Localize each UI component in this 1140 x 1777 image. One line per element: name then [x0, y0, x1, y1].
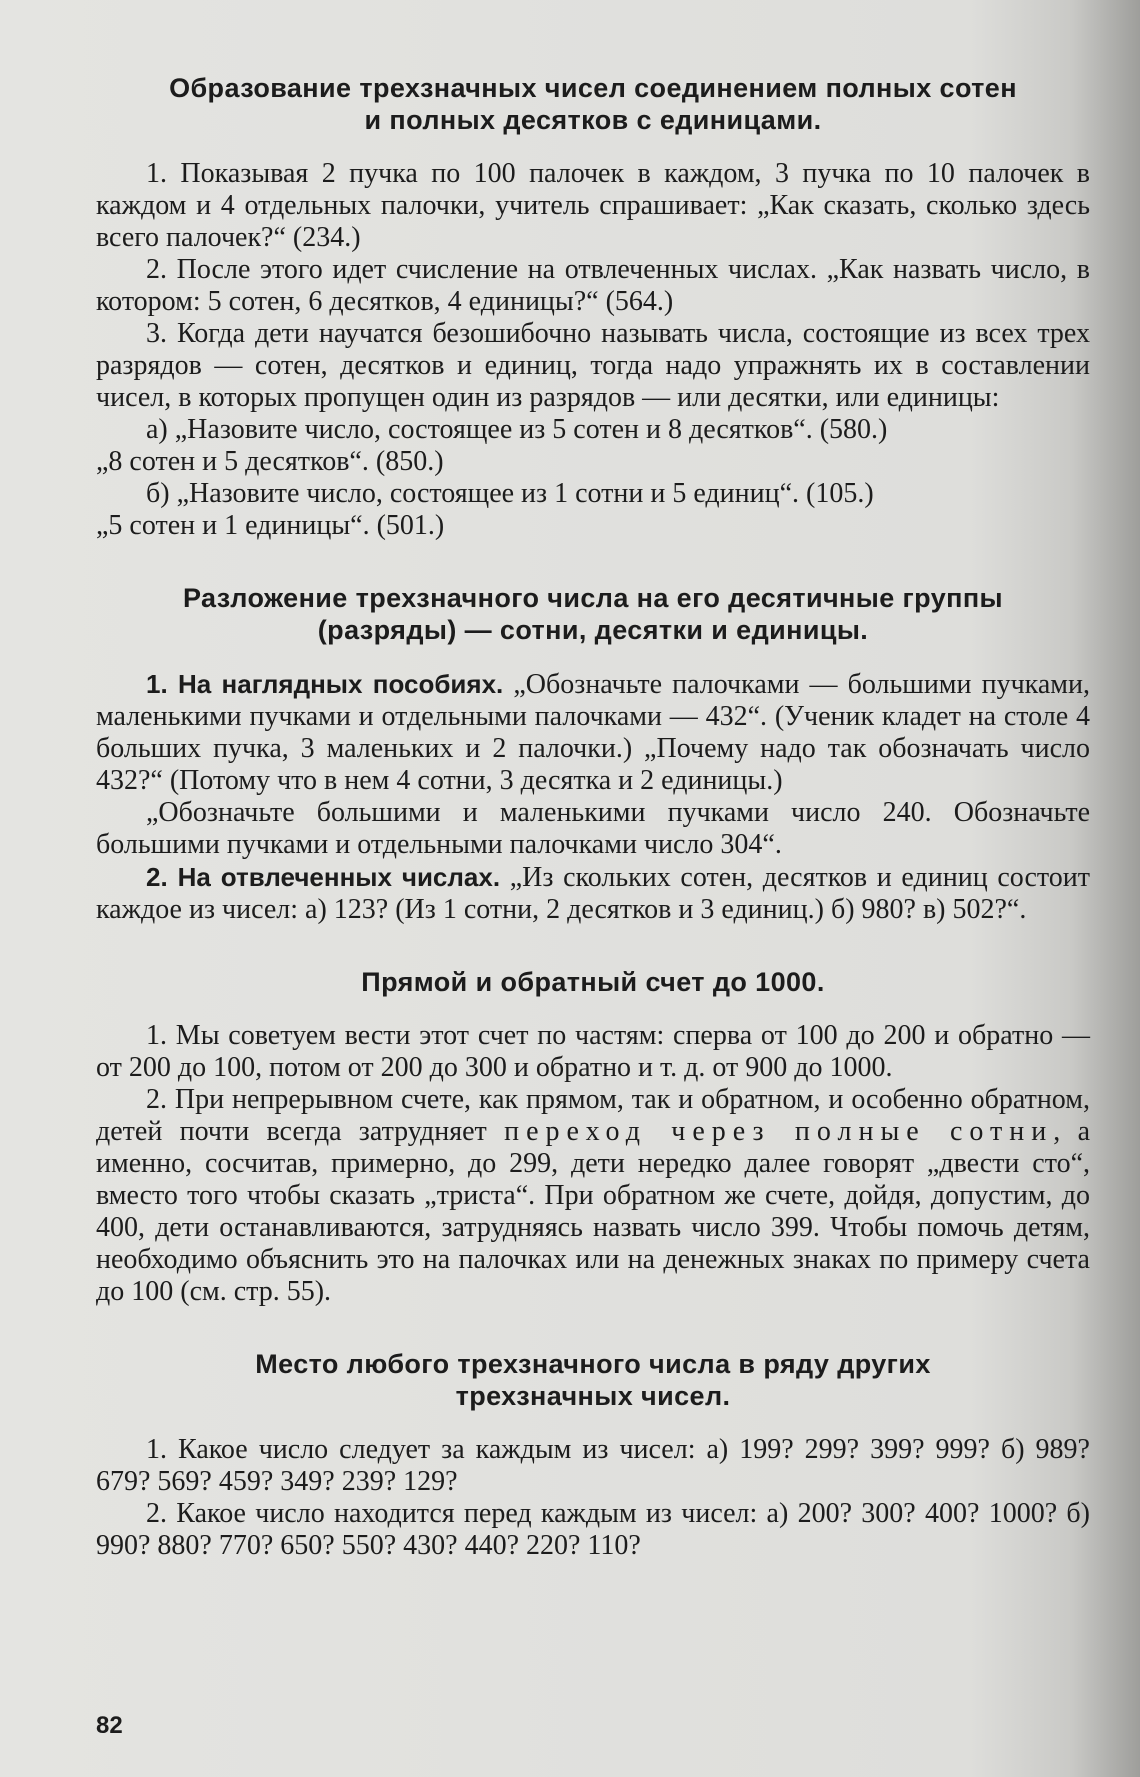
paragraph — [96, 668, 1090, 797]
section-number-position — [96, 1348, 1090, 1562]
paragraph-lead: 1. На наглядных пособиях. — [146, 669, 504, 699]
section-heading — [96, 1348, 1090, 1412]
heading-line: трехзначных чисел. — [455, 1381, 731, 1411]
paragraph-text: „Из скольких сотен, десятков и единиц состоит каждое из чисел: а) 123? (Из 1 сотни, 2 десятков и 3 единиц.) б) 980? в) 502?“. — [96, 862, 1091, 925]
section-forming-numbers — [96, 72, 1090, 542]
section-heading — [96, 966, 1090, 998]
section-decomposition — [96, 582, 1090, 926]
emphasized-text: переход через полные сотни — [504, 1116, 1054, 1147]
paragraph-lead: 2. На отвлеченных числах. — [146, 862, 501, 892]
heading-line: Прямой и обратный счет до 1000. — [361, 967, 825, 997]
paragraph: „8 сотен и 5 десятков“. (850.) — [96, 446, 444, 477]
paragraph: 1. Показывая 2 пучка по 100 палочек в каждом, 3 пучка по 10 палочек в каждом и 4 отдельных палочки, учитель спрашивает: „Как сказать, сколько здесь всего палочек?“ (234.) — [96, 158, 1090, 253]
paragraph: б) „Назовите число, состоящее из 1 сотни и 5 единиц“. (105.) — [146, 478, 874, 509]
paragraph: 1. Какое число следует за каждым из чисел: а) 199? 299? 399? 999? б) 989? 679? 569? 459? 349? 239? 129? — [96, 1434, 1090, 1497]
heading-line: Разложение трехзначного числа на его десятичные группы — [183, 583, 1003, 613]
page-number: 82 — [96, 1712, 123, 1739]
heading-line: Место любого трехзначного числа в ряду других — [255, 1349, 931, 1379]
paragraph-text: „Обозначьте палочками — большими пучками, маленькими пучками и отдельными палочками — 432“. (Ученик кладет на столе 4 больших пучка, 3 маленьких и 2 палочки.) „Почему надо так обозначать число 432?“ (Потому что в нем 4 сотни, 3 десятка и 2 единицы.) — [96, 669, 1090, 796]
paragraph-text: , а именно, сосчитав, примерно, до 299, дети нередко далее говорят „двести сто“, вместо того чтобы сказать „триста“. При обратном же счете, дойдя, допустим, до 400, дети останавливаются, затрудняясь назвать число 399. Чтобы помочь детям, необходимо объяснить это на палочках или на денежных знаках по примеру счета до 100 (см. стр. 55). — [96, 1116, 1090, 1307]
page-content — [96, 72, 1090, 1602]
paragraph: 2. Какое число находится перед каждым из чисел: а) 200? 300? 400? 1000? б) 990? 880? 770? 650? 550? 430? 440? 220? 110? — [96, 1498, 1090, 1561]
heading-line: и полных десятков с единицами. — [364, 105, 822, 135]
paragraph: „Обозначьте большими и маленькими пучками число 240. Обозначьте большими пучками и отдельными палочками число 304“. — [96, 797, 1090, 860]
paragraph: 3. Когда дети научатся безошибочно называть числа, состоящие из всех трех разрядов — сотен, десятков и единиц, тогда надо упражнять их в составлении чисел, в которых пропущен один из разрядов — или десятки, или единицы: — [96, 318, 1090, 413]
section-counting — [96, 966, 1090, 1308]
paragraph: 1. Мы советуем вести этот счет по частям: сперва от 100 до 200 и обратно — от 200 до 100, потом от 200 до 300 и обратно и т. д. от 900 до 1000. — [96, 1020, 1090, 1083]
paragraph — [96, 1084, 1090, 1308]
heading-line: (разряды) — сотни, десятки и единицы. — [317, 615, 869, 645]
paragraph: 2. После этого идет счисление на отвлеченных числах. „Как назвать число, в котором: 5 сотен, 6 десятков, 4 единицы?“ (564.) — [96, 254, 1090, 317]
paragraph-text: 2. При непрерывном счете, как прямом, так и обратном, и особенно обратном, детей почти всегда затрудняет — [96, 1084, 1090, 1147]
heading-line: Образование трехзначных чисел соединением полных сотен — [169, 73, 1017, 103]
paragraph — [96, 861, 1090, 926]
paragraph: а) „Назовите число, состоящее из 5 сотен и 8 десятков“. (580.) — [146, 414, 888, 445]
section-heading — [96, 582, 1090, 646]
paragraph: „5 сотен и 1 единицы“. (501.) — [96, 510, 445, 541]
section-heading — [96, 72, 1090, 136]
